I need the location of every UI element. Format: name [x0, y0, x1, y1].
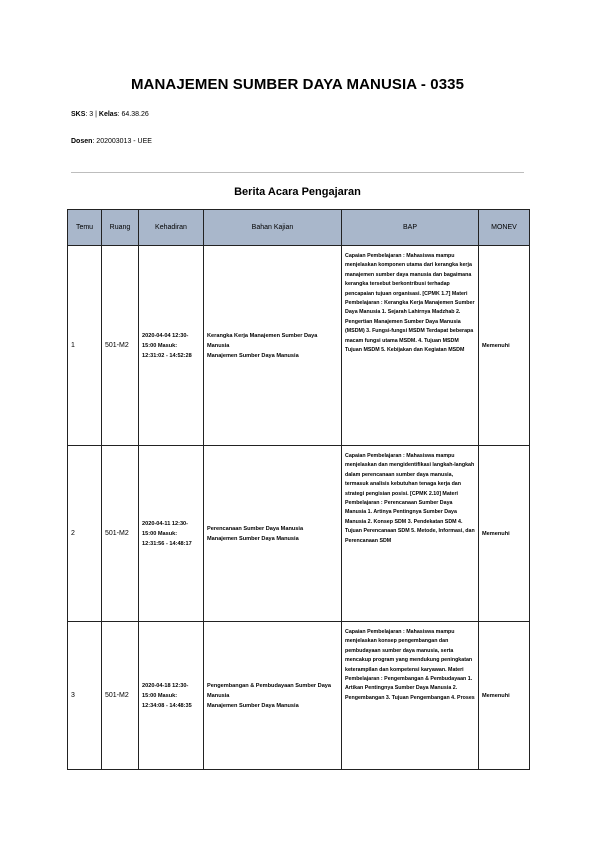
table-row: [68, 622, 530, 770]
table-header-row: [68, 210, 530, 246]
cell-bap: Capaian Pembelajaran : Mahasiswa mampu menjelaskan konsep pengembangan dan pembudayaan sumber daya manusia, serta mencakup program yang mendukung peningkatan keterampilan dan kompetensi karyawan. Materi Pembelajaran : Pengembangan & Pembudayaan 1. Artikan Pentingnya Sumber Daya Manusia 2. Pengembangan 3. Tujuan Pengembangan 4. Proses: [342, 622, 479, 770]
header-ruang: Ruang: [102, 210, 139, 246]
dosen-label: Dosen: [71, 138, 93, 145]
header-bap: BAP: [342, 210, 479, 246]
cell-ruang: 501-M2: [102, 622, 139, 770]
cell-temu: 2: [68, 446, 102, 622]
bap-table: [67, 209, 530, 770]
course-meta-dosen: [71, 138, 152, 145]
kelas-value: : 64.38.26: [117, 111, 149, 118]
cell-ruang: 501-M2: [102, 446, 139, 622]
bahan-kajian-text: Perencanaan Sumber Daya Manusia Manajemen Sumber Daya Manusia: [207, 525, 304, 542]
header-monev: MONEV: [479, 210, 530, 246]
header-kehadiran: Kehadiran: [139, 210, 204, 246]
cell-ruang: 501-M2: [102, 246, 139, 446]
course-meta-sks-kelas: [71, 111, 149, 118]
cell-temu: 1: [68, 246, 102, 446]
cell-kehadiran: 2020-04-04 12:30-15:00 Masuk: 12:31:02 - 14:52:28: [139, 246, 204, 446]
cell-bahan-kajian: [204, 446, 342, 622]
cell-temu: 3: [68, 622, 102, 770]
table-row: [68, 446, 530, 622]
cell-monev: Memenuhi: [479, 246, 530, 446]
dosen-value: : 202003013 - UEE: [92, 138, 152, 145]
bahan-kajian-text: Pengembangan & Pembudayaan Sumber Daya Manusia Manajemen Sumber Daya Manusia: [207, 682, 332, 709]
header-bahan-kajian: Bahan Kajian: [204, 210, 342, 246]
cell-bahan-kajian: [204, 246, 342, 446]
cell-bahan-kajian: [204, 622, 342, 770]
cell-bap: Capaian Pembelajaran : Mahasiswa mampu menjelaskan dan mengidentifikasi langkah-langkah dalam perencanaan sumber daya manusia, termasuk analisis kebutuhan tenaga kerja dan strategi pengisian posisi. [CPMK 2.10] Materi Pembelajaran : Perencanaan Sumber Daya Manusia 1. Artinya Pentingnya Sumber Daya Manusia 2. Konsep SDM 3. Pendekatan SDM 4. Tujuan Perencanaan SDM 5. Metode, Informasi, dan Perencanaan SDM: [342, 446, 479, 622]
sks-label: SKS: [71, 111, 86, 118]
cell-bap: Capaian Pembelajaran : Mahasiswa mampu menjelaskan komponen utama dari kerangka kerja manajemen sumber daya manusia dan bagaimana kerangka tersebut berkontribusi terhadap pencapaian tujuan organisasi. [CPMK 1.7] Materi Pembelajaran : Kerangka Kerja Manajemen Sumber Daya Manusia 1. Sejarah Lahirnya Madzhab 2. Pengertian Manajemen Sumber Daya Manusia (MSDM) 3. Fungsi-fungsi MSDM Terdapat beberapa macam fungsi utama MSDM. 4. Tujuan MSDM Tujuan MSDM 5. Kebijakan dan Kegiatan MSDM: [342, 246, 479, 446]
cell-kehadiran: 2020-04-18 12:30-15:00 Masuk: 12:34:08 - 14:48:35: [139, 622, 204, 770]
bahan-kajian-text: Kerangka Kerja Manajemen Sumber Daya Manusia Manajemen Sumber Daya Manusia: [207, 332, 318, 359]
cell-monev: Memenuhi: [479, 446, 530, 622]
page-title: MANAJEMEN SUMBER DAYA MANUSIA - 0335: [130, 76, 465, 93]
kelas-label: Kelas: [98, 111, 118, 118]
cell-monev: Memenuhi: [479, 622, 530, 770]
divider: [71, 172, 524, 173]
table-row: [68, 246, 530, 446]
sks-value: : 3 |: [85, 111, 99, 118]
header-temu: Temu: [68, 210, 102, 246]
section-title: Berita Acara Pengajaran: [234, 186, 361, 198]
cell-kehadiran: 2020-04-11 12:30-15:00 Masuk: 12:31:56 - 14:48:17: [139, 446, 204, 622]
